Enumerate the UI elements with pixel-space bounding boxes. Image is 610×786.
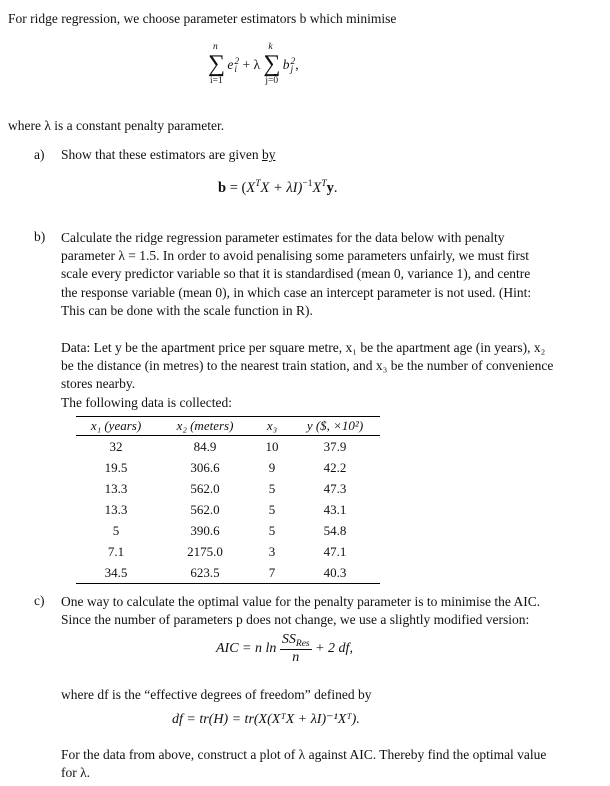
table-cell: 5 [112, 522, 120, 538]
col-header-x1: x₁ (years) [76, 417, 156, 436]
table-cell: 390.6 [190, 522, 220, 538]
table-cell: 13.3 [104, 501, 128, 517]
part-b-line: parameter λ = 1.5. In order to avoid penalising some parameters unfairly, we must first [61, 248, 530, 264]
df-formula: df = tr(H) = tr(X(XᵀX + λI)⁻¹Xᵀ). [172, 712, 360, 727]
table-cell: 306.6 [190, 459, 220, 475]
table-cell: 37.9 [323, 438, 347, 454]
df-definition-text: where df is the “effective degrees of freedom” defined by [61, 687, 372, 702]
objective-formula: n ∑ i=1 e 2 i + λ k ∑ j=0 b 2 j , [208, 42, 299, 86]
final-line: For the data from above, construct a plot of λ against AIC. Thereby find the optimal value [61, 747, 547, 762]
table-cell: 3 [268, 543, 276, 559]
part-a-text: Show that these estimators are given by [61, 147, 276, 162]
table-row [76, 436, 380, 458]
table-cell: 47.1 [323, 543, 347, 559]
table-cell: 19.5 [104, 459, 128, 475]
final-paragraph [61, 746, 546, 782]
col-header-y: y ($, ×10²) [290, 417, 380, 436]
col-header-x3: x₃ [254, 417, 290, 436]
part-b-line: This can be done with the scale function in R). [61, 302, 313, 318]
data-table [76, 416, 380, 584]
table-cell: 2175.0 [187, 543, 223, 559]
part-c-line: One way to calculate the optimal value for the penalty parameter is to minimise the AIC. [61, 594, 541, 609]
table-cell: 7.1 [107, 543, 125, 559]
ridge-estimator-formula: $b = (X^TX + \lambda I)^{-1}X^Ty$. [218, 179, 338, 196]
aic-formula: AIC = n ln $\frac{SS_{Res}}{n}$ + 2 df, [216, 632, 353, 665]
aic-fraction: $\frac{SS_{Res}}{n}$ [281, 632, 310, 665]
table-row [76, 478, 380, 499]
part-b-line: scale every predictor variable so that it is standardised (mean 0, variance 1), and centre [61, 266, 531, 282]
where-lambda-text: where λ is a constant penalty parameter. [8, 118, 225, 133]
part-c-line: Since the number of parameters p does not change, we use a slightly modified version: [61, 612, 530, 628]
table-cell: 42.2 [323, 459, 347, 475]
part-b-paragraph [61, 229, 531, 320]
table-row [76, 562, 380, 584]
data-paragraph [61, 339, 553, 412]
intro-text: For ridge regression, we choose parameter estimators b which minimise [8, 11, 397, 26]
table-cell: 562.0 [190, 501, 220, 517]
part-a-label: a) [34, 147, 45, 162]
table-row [76, 499, 380, 520]
part-b-line: the response variable (mean 0), in which case an intercept parameter is not used. (Hint: [61, 284, 532, 300]
data-line: be the distance (in metres) to the nearest train station, and x₃ be the number of convenience [61, 358, 554, 374]
part-b-line: Calculate the ridge regression parameter estimates for the data below with penalty [61, 230, 505, 245]
table-cell: 13.3 [104, 480, 128, 496]
table-row [76, 541, 380, 562]
table-cell: 5 [268, 501, 276, 517]
sum-2: k ∑ j=0 [263, 42, 281, 86]
table-cell: 40.3 [290, 562, 380, 584]
table-cell: 43.1 [323, 501, 347, 517]
part-c-paragraph [61, 593, 540, 629]
table-cell: 7 [254, 562, 290, 584]
data-line: Data: Let y be the apartment price per square metre, x₁ be the apartment age (in years), x₂ [61, 340, 546, 355]
part-b-label: b) [34, 229, 46, 244]
table-cell: 34.5 [76, 562, 156, 584]
part-c-label: c) [34, 593, 45, 608]
table-cell: 5 [268, 522, 276, 538]
sum-1: n ∑ i=1 [208, 42, 226, 86]
table-cell: 10 [265, 438, 279, 454]
table-cell: 47.3 [323, 480, 347, 496]
table-cell: 32 [109, 438, 123, 454]
table-header-row [76, 417, 380, 436]
table-cell: 562.0 [190, 480, 220, 496]
table-cell: 54.8 [323, 522, 347, 538]
table-cell: 623.5 [156, 562, 254, 584]
data-line: The following data is collected: [61, 394, 232, 410]
final-line: for λ. [61, 765, 91, 781]
data-line: stores nearby. [61, 376, 136, 392]
table-cell: 5 [268, 480, 276, 496]
table-row [76, 520, 380, 541]
table-row [76, 457, 380, 478]
table-cell: 84.9 [193, 438, 217, 454]
table-cell: 9 [268, 459, 276, 475]
col-header-x2: x₂ (meters) [156, 417, 254, 436]
